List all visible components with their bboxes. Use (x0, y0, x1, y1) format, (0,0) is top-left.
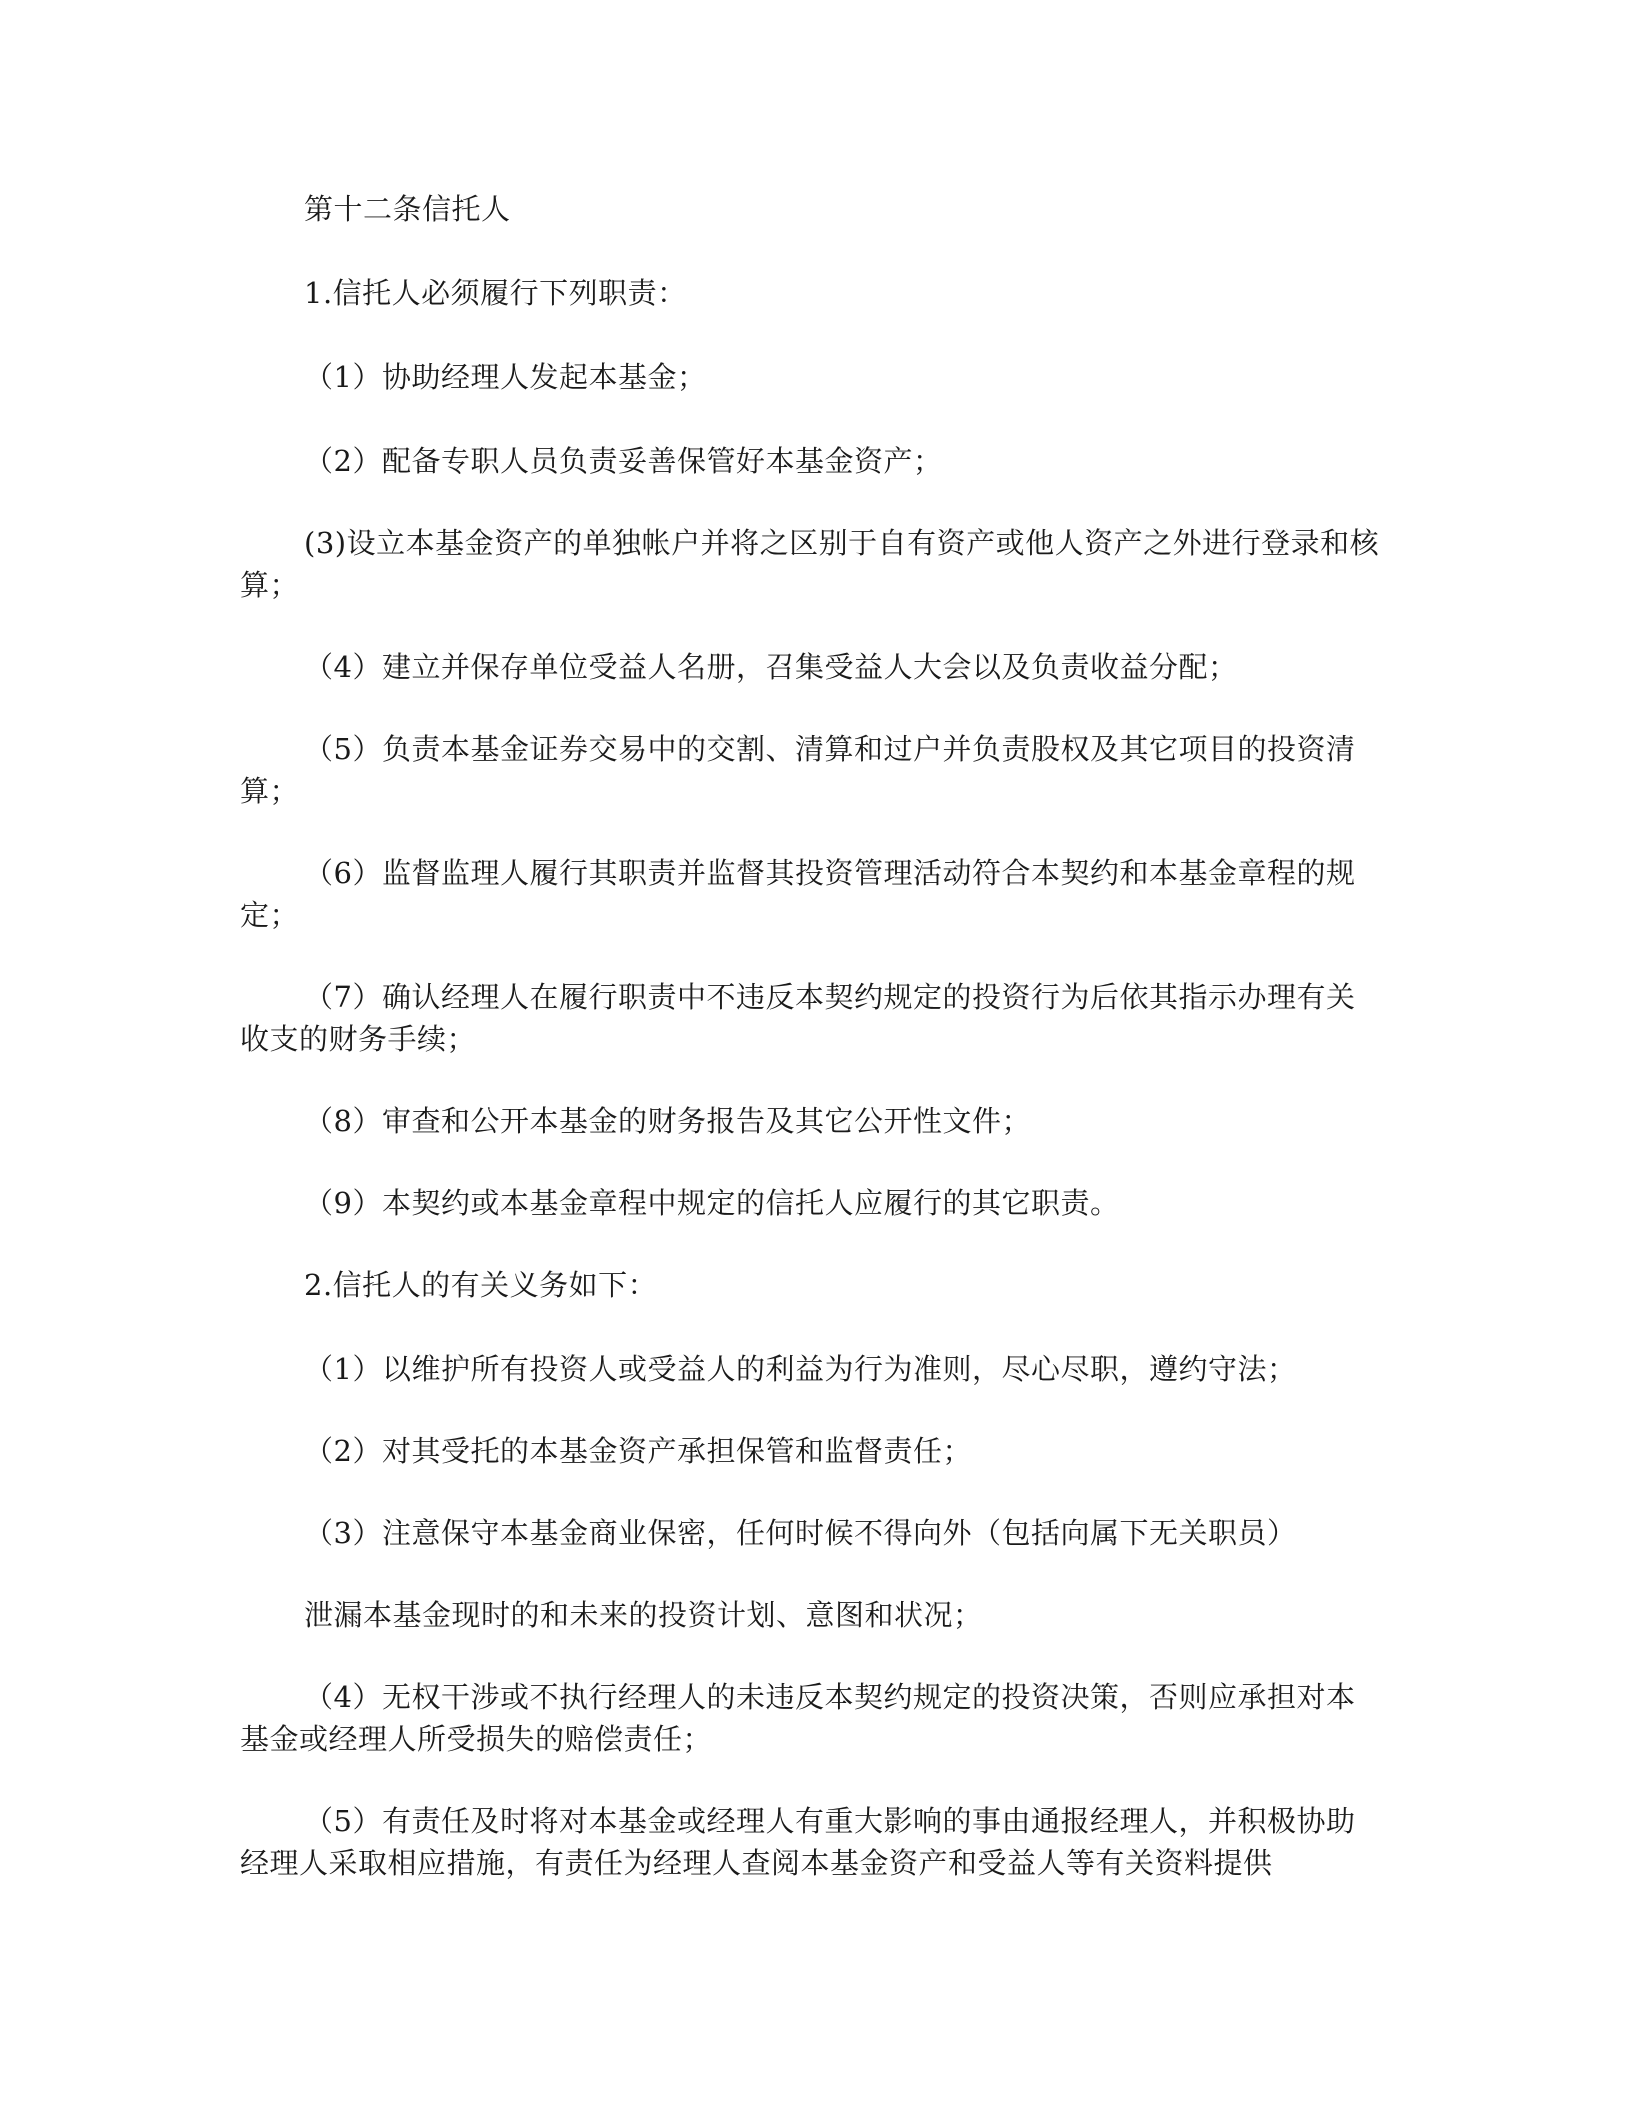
paragraph-obligation-3: （3）注意保守本基金商业保密，任何时候不得向外（包括向属下无关职员） (304, 1516, 1297, 1550)
paragraph-duty-4: （4）建立并保存单位受益人名册，召集受益人大会以及负责收益分配； (304, 650, 1238, 684)
article-heading: 第十二条信托人 (304, 192, 511, 226)
paragraph-duty-9: （9）本契约或本基金章程中规定的信托人应履行的其它职责。 (304, 1186, 1120, 1220)
paragraph-duty-5: （5）负责本基金证券交易中的交割、清算和过户并负责股权及其它项目的投资清算； (240, 732, 1356, 808)
paragraph-obligations-intro: 2.信托人的有关义务如下： (304, 1268, 658, 1302)
paragraph-obligation-2: （2）对其受托的本基金资产承担保管和监督责任； (304, 1434, 972, 1468)
paragraph-obligation-1: （1）以维护所有投资人或受益人的利益为行为准则，尽心尽职，遵约守法； (304, 1352, 1297, 1386)
paragraph-duty-3: (3)设立本基金资产的单独帐户并将之区别于自有资产或他人资产之外进行登录和核算； (240, 526, 1380, 602)
paragraph-duty-7: （7）确认经理人在履行职责中不违反本契约规定的投资行为后依其指示办理有关收支的财务手续； (240, 980, 1356, 1056)
paragraph-duties-intro: 1.信托人必须履行下列职责： (304, 276, 687, 310)
paragraph-obligation-3-continued: 泄漏本基金现时的和未来的投资计划、意图和状况； (304, 1598, 983, 1632)
paragraph-duty-8: （8）审查和公开本基金的财务报告及其它公开性文件； (304, 1104, 1031, 1138)
paragraph-duty-2: （2）配备专职人员负责妥善保管好本基金资产； (304, 444, 943, 478)
paragraph-duty-6: （6）监督监理人履行其职责并监督其投资管理活动符合本契约和本基金章程的规定； (240, 856, 1356, 932)
paragraph-obligation-5: （5）有责任及时将对本基金或经理人有重大影响的事由通报经理人，并积极协助经理人采取相应措施，有责任为经理人查阅本基金资产和受益人等有关资料提供 (240, 1804, 1356, 1880)
paragraph-duty-1: （1）协助经理人发起本基金； (304, 360, 707, 394)
paragraph-obligation-4: （4）无权干涉或不执行经理人的未违反本契约规定的投资决策，否则应承担对本基金或经理人所受损失的赔偿责任； (240, 1680, 1356, 1756)
